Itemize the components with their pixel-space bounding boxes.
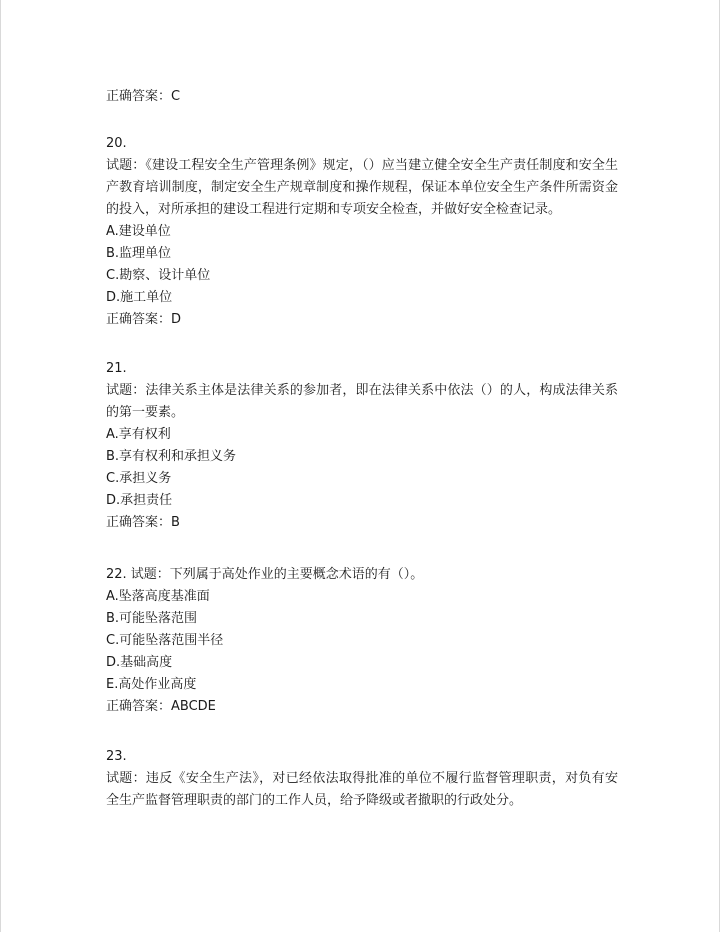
q21-option-d: D.承担责任 — [106, 493, 173, 508]
q21-number: 21. — [106, 361, 127, 376]
q22-option-b: B.可能坠落范围 — [106, 611, 198, 626]
q23-question: 试题：违反《安全生产法》，对已经依法取得批准的单位不履行监督管理职责，对负有安全生产监督管理职责的部门的工作人员，给予降级或者撤职的行政处分。 — [106, 771, 618, 808]
q20-option-c: C.勘察、设计单位 — [106, 268, 211, 283]
q21-option-a: A.享有权利 — [106, 427, 171, 442]
q21-option-b: B.享有权利和承担义务 — [106, 449, 237, 464]
q21-answer: 正确答案：B — [106, 515, 180, 530]
q22-option-c: C.可能坠落范围半径 — [106, 633, 224, 648]
q20-option-d: D.施工单位 — [106, 290, 173, 305]
q20-option-a: A.建设单位 — [106, 224, 171, 239]
q20-number: 20. — [106, 136, 127, 151]
q20-option-b: B.监理单位 — [106, 246, 172, 261]
spacer — [106, 108, 618, 130]
q19-answer: 正确答案：C — [106, 89, 181, 104]
q21-question: 试题：法律关系主体是法律关系的参加者，即在法律关系中依法（）的人，构成法律关系的第一要素。 — [106, 383, 618, 420]
q20-question: 试题：《建设工程安全生产管理条例》规定，（）应当建立健全安全生产责任制度和安全生产教育培训制度，制定安全生产规章制度和操作规程，保证本单位安全生产条件所需资金的投入，对所承担的建设工程进行定期和专项安全检查，并做好安全检查记录。 — [106, 158, 618, 217]
q22-option-e: E.高处作业高度 — [106, 677, 197, 692]
spacer — [106, 718, 618, 740]
q21-option-c: C.承担义务 — [106, 471, 172, 486]
spacer — [106, 534, 618, 556]
q22-option-a: A.坠落高度基准面 — [106, 589, 210, 604]
q20-answer: 正确答案：D — [106, 312, 182, 327]
q22-option-d: D.基础高度 — [106, 655, 173, 670]
q22-answer: 正确答案：ABCDE — [106, 699, 216, 714]
q22-question: 22. 试题：下列属于高处作业的主要概念术语的有（）。 — [106, 567, 424, 582]
q23-number: 23. — [106, 749, 127, 764]
spacer — [106, 331, 618, 353]
question-content — [106, 86, 618, 812]
